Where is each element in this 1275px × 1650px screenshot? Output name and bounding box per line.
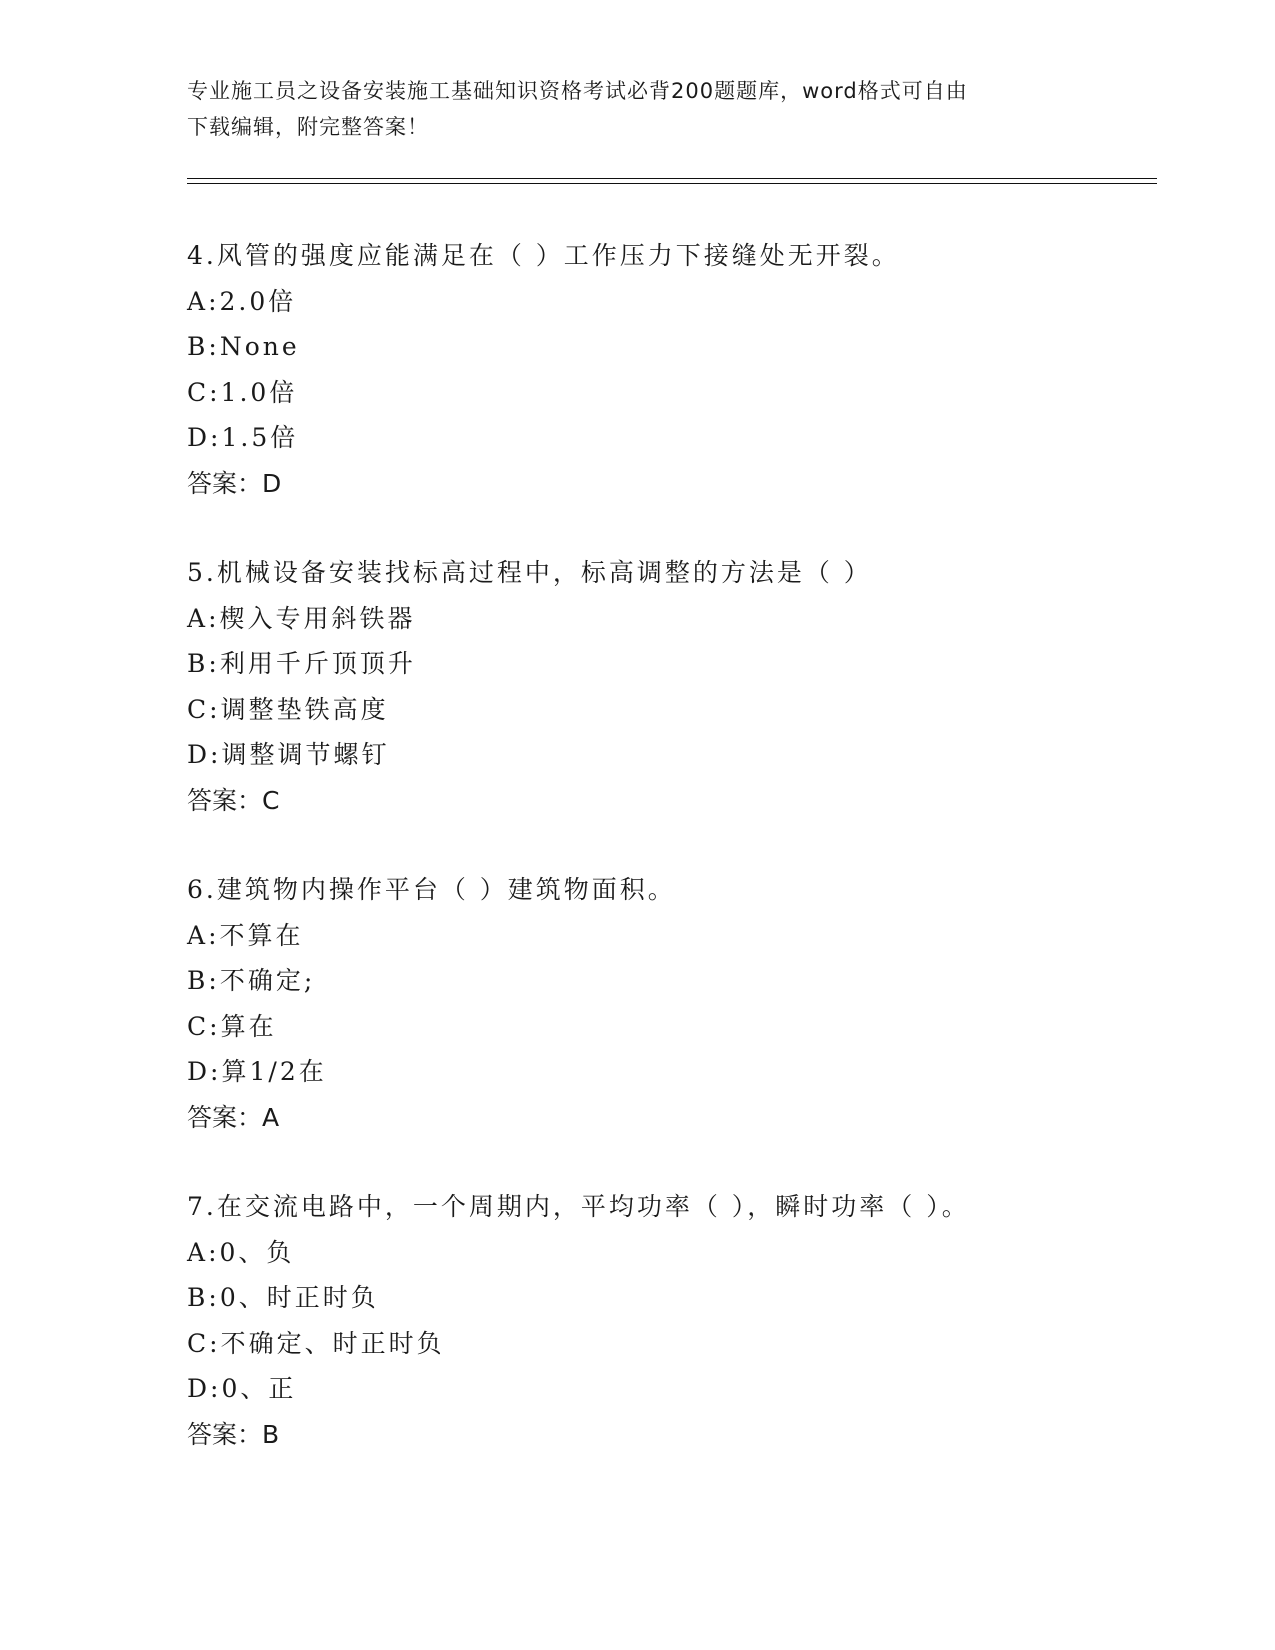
option-text: 算在 <box>220 1011 277 1041</box>
question-title: 5.机械设备安装找标高过程中，标高调整的方法是（ ） <box>187 558 872 587</box>
answer-label: 答案：C <box>187 785 280 815</box>
question-block <box>187 550 1187 823</box>
option-text: 1.5倍 <box>221 423 299 452</box>
question-title: 6.建筑物内操作平台（ ）建筑物面积。 <box>187 875 676 904</box>
option-text: 0、负 <box>219 1237 295 1267</box>
option-c: C:调整垫铁高度 <box>187 694 389 724</box>
option-text: 0、正 <box>221 1374 297 1403</box>
header-divider-bottom <box>187 183 1157 184</box>
option-c: C:1.0倍 <box>187 377 298 407</box>
option-b: B:利用千斤顶顶升 <box>187 649 416 678</box>
header-line-1: 专业施工员之设备安装施工基础知识资格考试必背200题题库，word格式可自由 <box>187 79 968 103</box>
option-d: D:算1/2在 <box>187 1057 327 1086</box>
option-b: B:0、时正时负 <box>187 1283 379 1312</box>
question-title: 4.风管的强度应能满足在（ ）工作压力下接缝处无开裂。 <box>187 241 900 270</box>
header-divider-top <box>187 178 1157 179</box>
option-text: None <box>219 332 300 361</box>
option-a: A:楔入专用斜铁器 <box>187 603 416 633</box>
option-b: B:不确定; <box>187 966 316 995</box>
option-d: D:0、正 <box>187 1374 297 1403</box>
option-text: 不算在 <box>219 920 304 950</box>
option-a: A:2.0倍 <box>187 286 297 316</box>
option-text: 0、时正时负 <box>219 1283 379 1312</box>
question-block <box>187 233 1187 506</box>
option-c: C:不确定、时正时负 <box>187 1328 445 1358</box>
answer-label: 答案：D <box>187 468 282 498</box>
option-text: 调整垫铁高度 <box>220 694 389 724</box>
option-b: B:None <box>187 332 300 361</box>
option-d: D:调整调节螺钉 <box>187 740 390 769</box>
question-block <box>187 1184 1187 1457</box>
answer-label: 答案：A <box>187 1102 280 1132</box>
option-a: A:不算在 <box>187 920 304 950</box>
option-text: 楔入专用斜铁器 <box>219 603 416 633</box>
question-block <box>187 867 1187 1140</box>
option-text: 2.0倍 <box>219 286 297 316</box>
option-text: 算1/2在 <box>221 1057 327 1086</box>
option-d: D:1.5倍 <box>187 423 299 452</box>
option-text: 调整调节螺钉 <box>221 740 390 769</box>
answer-label: 答案：B <box>187 1419 280 1449</box>
question-title: 7.在交流电路中，一个周期内，平均功率（ ），瞬时功率（ ）。 <box>187 1192 970 1221</box>
option-text: 1.0倍 <box>220 377 298 407</box>
option-c: C:算在 <box>187 1011 277 1041</box>
option-text: 不确定; <box>219 966 316 995</box>
option-text: 不确定、时正时负 <box>220 1328 445 1358</box>
option-a: A:0、负 <box>187 1237 295 1267</box>
header-line-2: 下载编辑，附完整答案！ <box>187 115 429 139</box>
option-text: 利用千斤顶顶升 <box>219 649 416 678</box>
document-header <box>187 73 1067 145</box>
